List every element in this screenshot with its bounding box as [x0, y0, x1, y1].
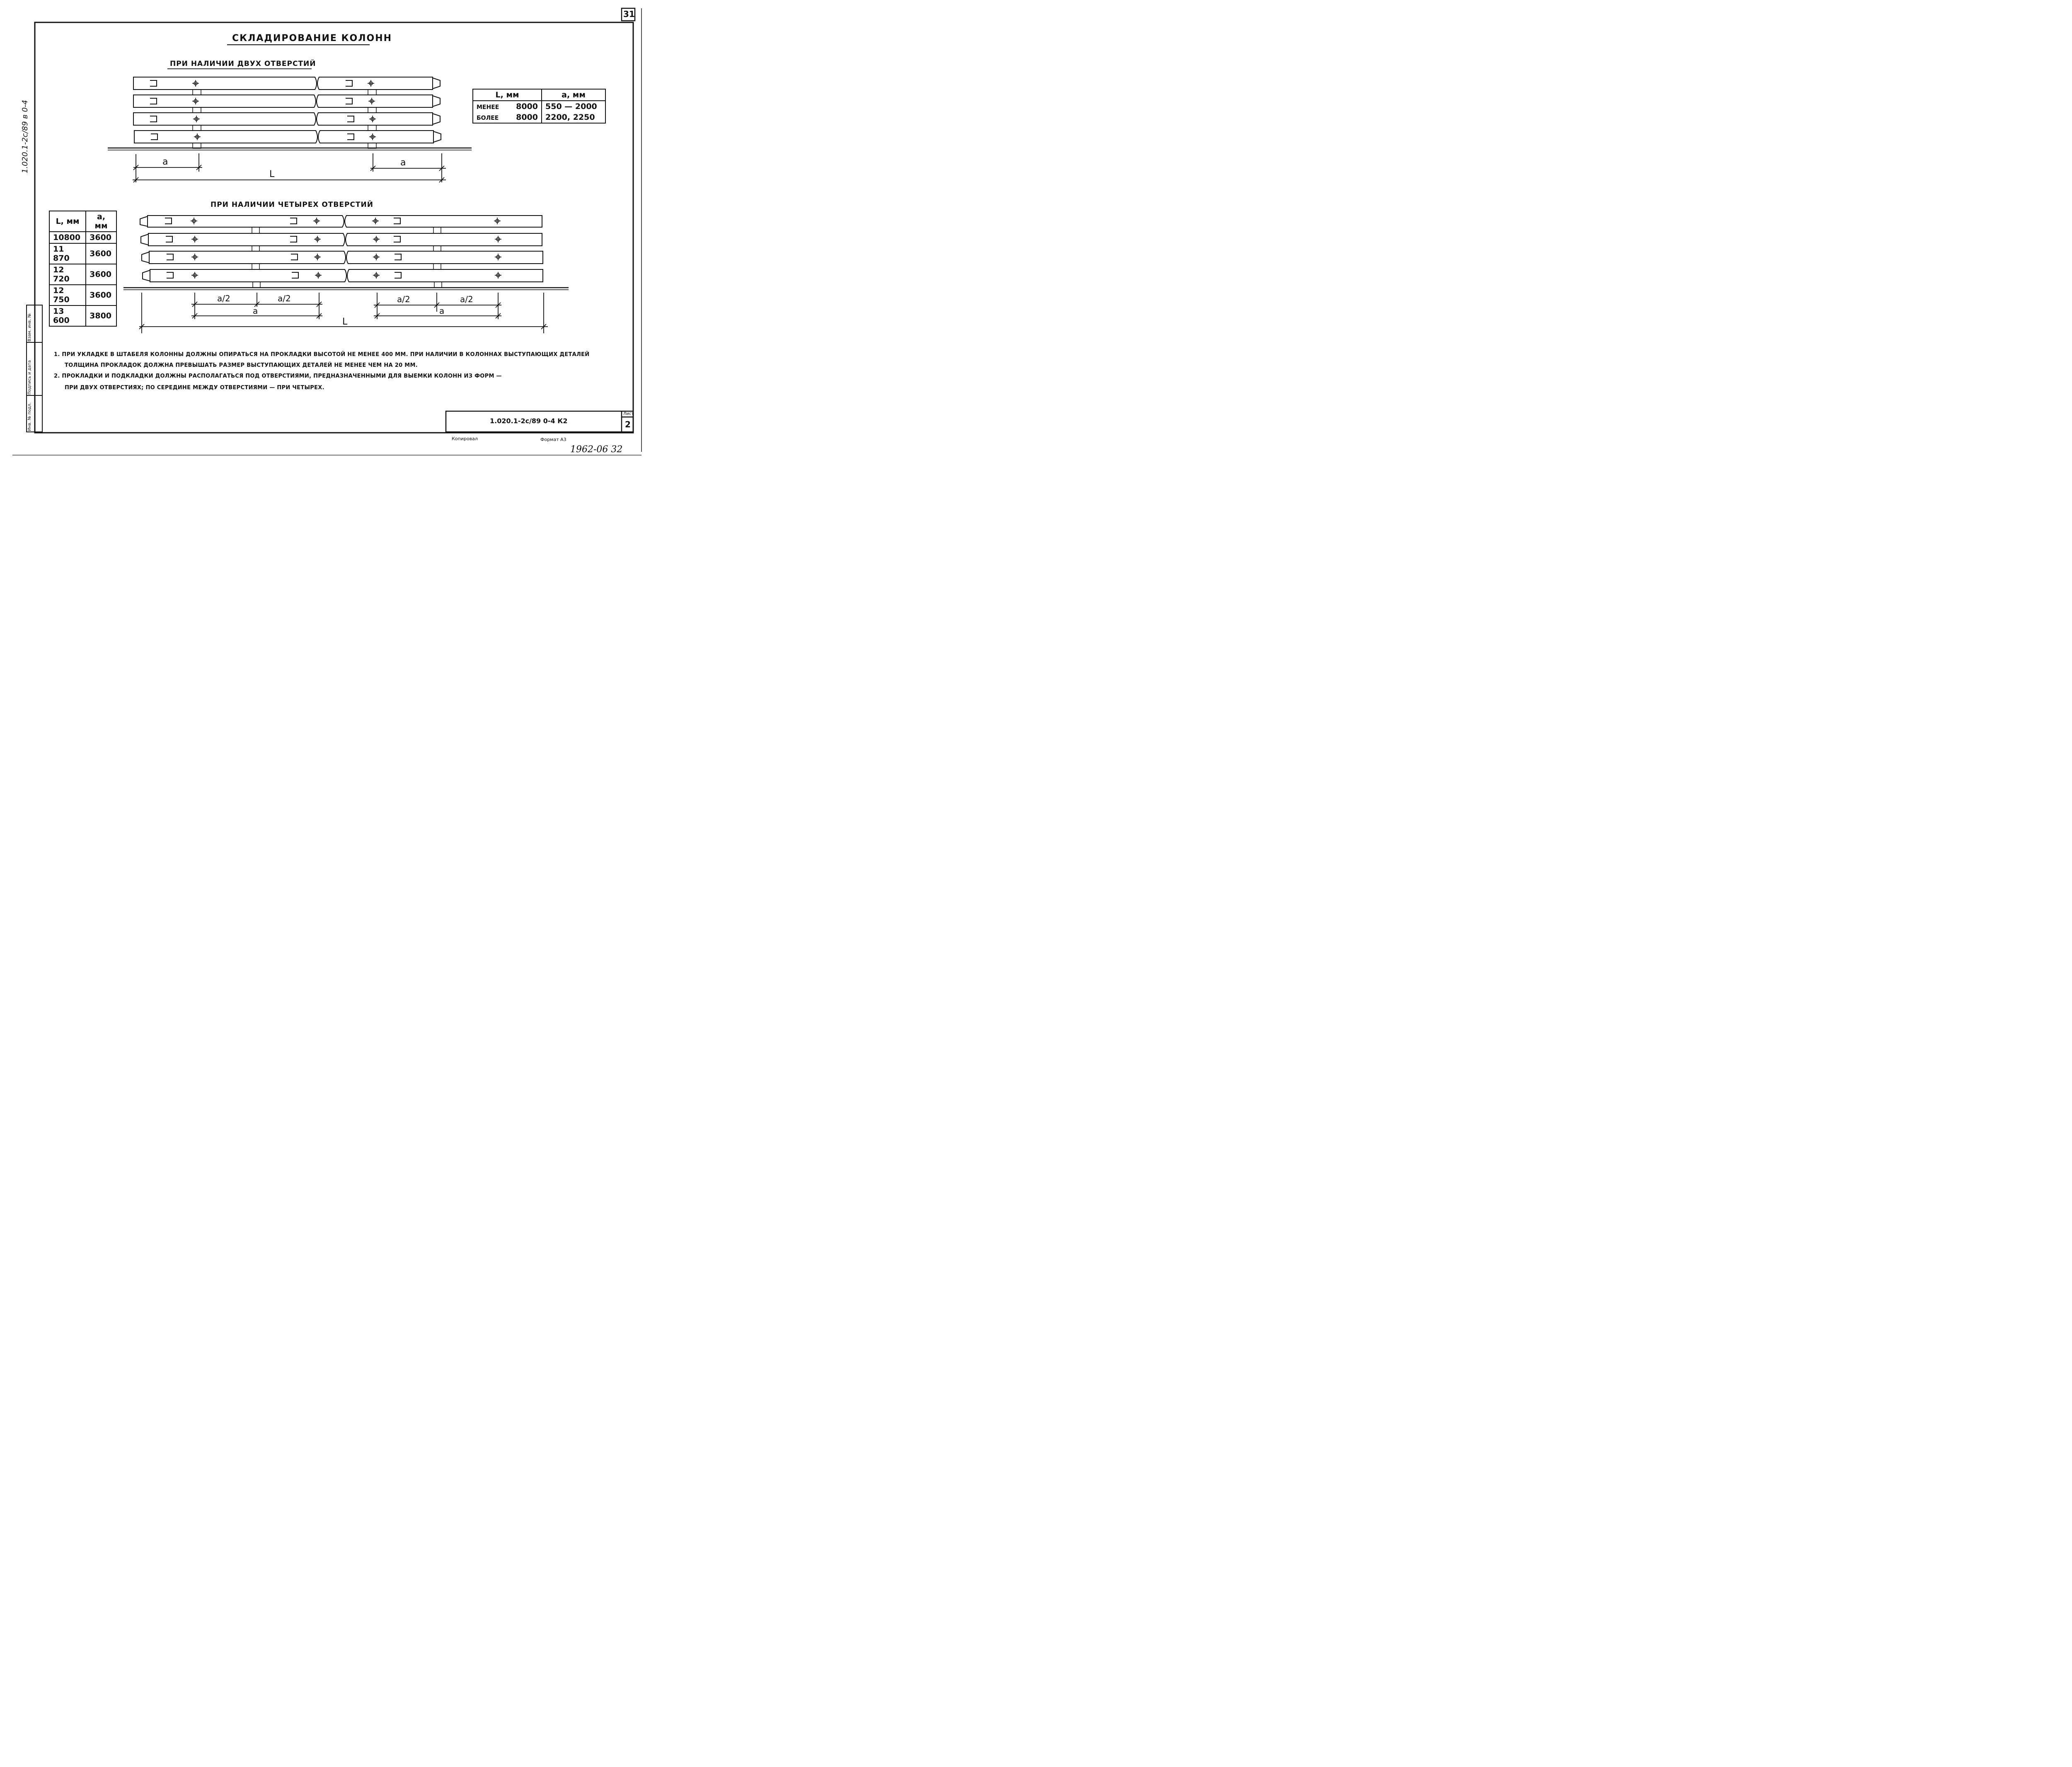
column-row-1	[133, 77, 440, 90]
stamp-label-inventory: Инв. № подл.	[27, 402, 32, 431]
two-hole-dimensions	[133, 153, 446, 182]
length-value: 8000	[516, 102, 538, 111]
condition-label: БОЛЕЕ	[477, 115, 499, 121]
table-cell	[473, 101, 542, 112]
table-cell: 3600	[86, 232, 116, 243]
table-cell: 12 720	[49, 264, 86, 285]
table-cell: 3600	[86, 264, 116, 285]
table-row	[49, 264, 116, 285]
dim-half-4: a/2	[460, 294, 473, 304]
four-hole-stack	[123, 216, 569, 290]
table-two-holes	[472, 89, 606, 124]
dim-a-4-right: a	[439, 306, 445, 316]
table-header-cell: a, мм	[86, 211, 116, 232]
sheet-corner-number: 31	[623, 9, 635, 19]
note-1-line-1: 1. ПРИ УКЛАДКЕ В ШТАБЕЛЯ КОЛОННЫ ДОЛЖНЫ ОПИРАТЬСЯ НА ПРОКЛАДКИ ВЫСОТОЙ НЕ МЕНЕЕ 400 ММ. ПРИ НАЛИЧИИ В КОЛОННАХ ВЫСТУПАЮЩИХ ДЕТАЛЕЙ	[54, 351, 590, 358]
hole-marker	[368, 98, 375, 104]
dim-L: L	[269, 169, 275, 179]
table-cell: 2200, 2250	[542, 112, 605, 123]
dim-L-4: L	[342, 317, 348, 327]
hole-marker	[369, 116, 376, 122]
hole-marker	[193, 116, 200, 122]
hole-marker	[494, 218, 501, 224]
column-row-3	[133, 113, 440, 125]
table-row	[49, 285, 116, 305]
dim-a-4-left: a	[253, 306, 258, 316]
format-label: Формат А3	[540, 437, 566, 442]
column-row-2	[133, 95, 440, 107]
column-row-4	[134, 131, 441, 143]
hole-marker	[495, 272, 501, 279]
table-cell: 3800	[86, 305, 116, 326]
table-row	[49, 243, 116, 264]
table-row	[473, 112, 605, 123]
hole-marker	[192, 98, 199, 104]
dim-a-left: a	[162, 157, 168, 167]
table-header-row	[473, 89, 605, 101]
hole-marker	[191, 218, 197, 224]
heading-two-holes: ПРИ НАЛИЧИИ ДВУХ ОТВЕРСТИЙ	[170, 60, 316, 68]
sheet-number: 2	[625, 419, 631, 429]
table-four-holes	[49, 211, 117, 327]
hole-marker	[495, 236, 501, 242]
page-title: СКЛАДИРОВАНИЕ КОЛОНН	[232, 33, 392, 44]
hole-marker	[192, 80, 199, 87]
hole-marker	[314, 236, 321, 242]
hole-marker	[314, 254, 321, 260]
note-2-line-2: ПРИ ДВУХ ОТВЕРСТИЯХ; ПО СЕРЕДИНЕ МЕЖДУ ОТВЕРСТИЯМИ — ПРИ ЧЕТЫРЕХ.	[65, 385, 324, 391]
doc-code: 1.020.1-2с/89 0-4 К2	[490, 417, 568, 425]
note-2-line-1: 2. ПРОКЛАДКИ И ПОДКЛАДКИ ДОЛЖНЫ РАСПОЛАГАТЬСЯ ПОД ОТВЕРСТИЯМИ, ПРЕДНАЗНАЧЕННЫМИ ДЛЯ ВЫЕМКИ КОЛОНН ИЗ ФОРМ —	[54, 373, 502, 379]
hole-marker	[372, 218, 379, 224]
heading-four-holes: ПРИ НАЛИЧИИ ЧЕТЫРЕХ ОТВЕРСТИЙ	[211, 201, 373, 209]
table-cell: 13 600	[49, 305, 86, 326]
stamp-label-replacement: Взам. инв. №	[27, 313, 32, 342]
hole-marker	[191, 236, 198, 242]
hole-marker	[373, 236, 380, 242]
hole-marker	[495, 254, 501, 260]
two-hole-markers	[192, 80, 376, 140]
hole-marker	[373, 254, 380, 260]
column-row-3	[142, 251, 543, 264]
note-1-line-2: ТОЛЩИНА ПРОКЛАДОК ДОЛЖНА ПРЕВЫШАТЬ РАЗМЕР ВЫСТУПАЮЩИХ ДЕТАЛЕЙ НЕ МЕНЕЕ ЧЕМ НА 20 ММ.	[65, 362, 418, 368]
stamp-label-signature: Подпись и дата	[27, 360, 32, 395]
table-header-row	[49, 211, 116, 232]
table-cell	[473, 112, 542, 123]
table-header-cell: L, мм	[49, 211, 86, 232]
hole-marker	[194, 133, 201, 140]
hole-marker	[191, 272, 198, 279]
dim-half-1: a/2	[217, 293, 230, 303]
table-header-cell: L, мм	[473, 89, 542, 101]
table-cell: 12 750	[49, 285, 86, 305]
drawing-sheet	[0, 0, 648, 461]
length-value: 8000	[516, 113, 538, 122]
two-hole-stack	[108, 77, 472, 150]
table-cell: 11 870	[49, 243, 86, 264]
column-row-2	[141, 233, 542, 246]
table-cell: 3600	[86, 243, 116, 264]
hole-marker	[373, 272, 380, 279]
condition-label: МЕНЕЕ	[477, 104, 499, 111]
handwritten-number: 1962-06 32	[570, 444, 623, 455]
table-row	[49, 232, 116, 243]
column-row-1	[140, 216, 542, 227]
column-row-4	[143, 269, 543, 282]
dim-half-3: a/2	[397, 294, 410, 304]
dim-a-right: a	[400, 158, 406, 168]
hole-marker	[313, 218, 320, 224]
sheet-label: Лист	[623, 412, 634, 416]
hole-marker	[315, 272, 322, 279]
table-cell: 550 — 2000	[542, 101, 605, 112]
table-header-cell: a, мм	[542, 89, 605, 101]
hole-marker	[369, 133, 376, 140]
dim-half-2: a/2	[278, 293, 291, 303]
table-row	[49, 305, 116, 326]
table-cell: 3600	[86, 285, 116, 305]
side-doc-code: 1.020.1-2с/89 в 0-4	[21, 100, 29, 173]
hole-marker	[368, 80, 374, 87]
table-cell: 10800	[49, 232, 86, 243]
copied-label: Копировал	[452, 436, 478, 441]
hole-marker	[191, 254, 198, 260]
table-row	[473, 101, 605, 112]
four-hole-dimensions	[139, 293, 548, 333]
